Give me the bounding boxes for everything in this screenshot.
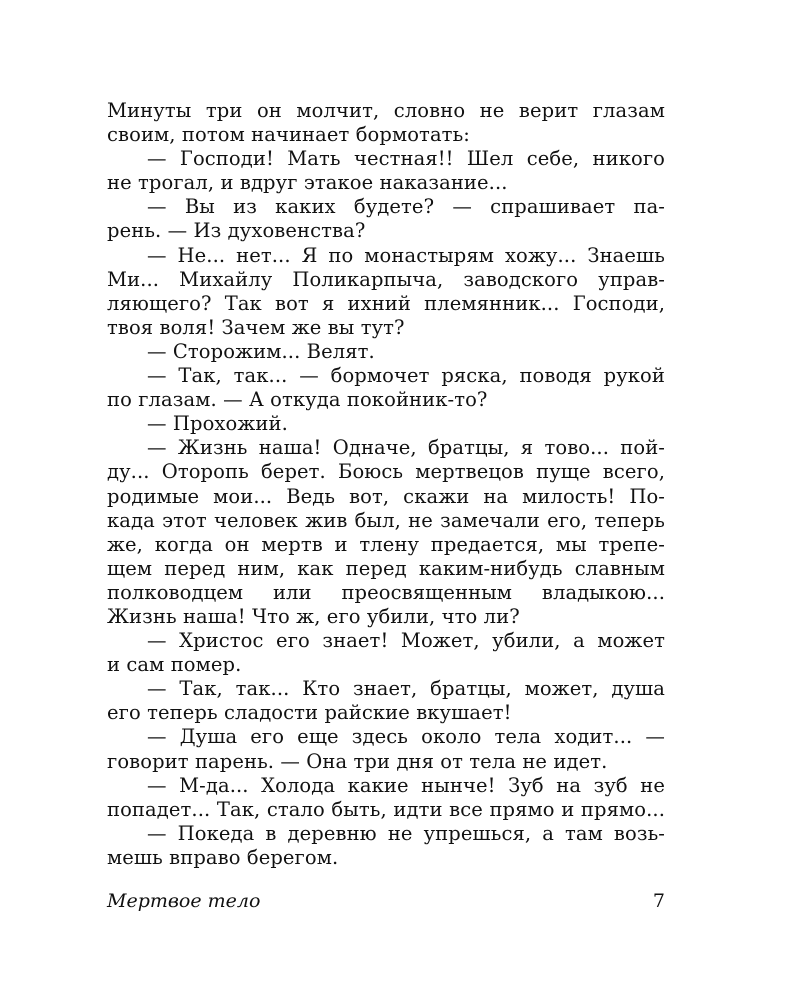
text-line: полководцем или преосвященным владыкою... <box>107 580 665 604</box>
text-line: твоя воля! Зачем же вы тут? <box>107 315 405 339</box>
text-line: Жизнь наша! Что ж, его убили, что ли? <box>107 604 520 628</box>
text-line: попадет... Так, стало быть, идти все прямо и прямо... <box>107 797 665 821</box>
text-line: када этот человек жив был, не замечали его, теперь <box>107 508 665 532</box>
text-line: Минуты три он молчит, словно не верит глазам <box>107 99 665 122</box>
text-line: говорит парень. — Она три дня от тела не идет. <box>107 749 608 773</box>
page-text <box>107 99 665 870</box>
text-line: — Так, так... — бормочет ряска, поводя рукой <box>147 364 665 388</box>
text-line: ду... Оторопь берет. Боюсь мертвецов пуще всего, <box>107 460 665 484</box>
text-line: — Господи! Мать честная!! Шел себе, никого <box>147 147 665 171</box>
text-line: щем перед ним, как перед каким-нибудь славным <box>107 556 665 580</box>
text-line: — Сторожим... Велят. <box>147 339 375 363</box>
text-line: мешь вправо берегом. <box>107 845 339 869</box>
text-line: его теперь сладости райские вкушает! <box>107 701 512 725</box>
text-line: ляющего? Так вот я ихний племянник... Господи, <box>107 291 665 315</box>
page-footer <box>107 888 665 914</box>
text-line: Ми... Михайлу Поликарпыча, заводского управ- <box>107 267 665 291</box>
text-line: — Прохожий. <box>147 412 288 436</box>
text-line: — Душа его еще здесь около тела ходит... — <box>147 725 665 749</box>
text-line: своим, потом начинает бормотать: <box>107 123 470 147</box>
text-line: — Так, так... Кто знает, братцы, может, душа <box>147 677 665 701</box>
text-line: — Вы из каких будете? — спрашивает па- <box>147 195 665 219</box>
text-line: же, когда он мертв и тлену предается, мы трепе- <box>107 532 665 556</box>
text-line: — Христос его знает! Может, убили, а может <box>147 629 665 653</box>
text-line: — Покеда в деревню не упрешься, а там возь- <box>147 821 665 845</box>
text-line: не трогал, и вдруг этакое наказание... <box>107 171 508 195</box>
page-number: 7 <box>652 890 665 912</box>
text-line: — М-да... Холода какие нынче! Зуб на зуб не <box>147 773 665 797</box>
text-line: — Жизнь наша! Одначе, братцы, я тово... пой- <box>147 436 665 460</box>
text-line: — Не... нет... Я по монастырям хожу... Знаешь <box>147 243 665 267</box>
text-line: родимые мои... Ведь вот, скажи на милость! По- <box>107 484 665 508</box>
running-title: Мертвое тело <box>107 890 261 912</box>
text-line: рень. — Из духовенства? <box>107 219 366 243</box>
text-line: и сам помер. <box>107 653 242 677</box>
text-line: по глазам. — А откуда покойник-то? <box>107 388 488 412</box>
